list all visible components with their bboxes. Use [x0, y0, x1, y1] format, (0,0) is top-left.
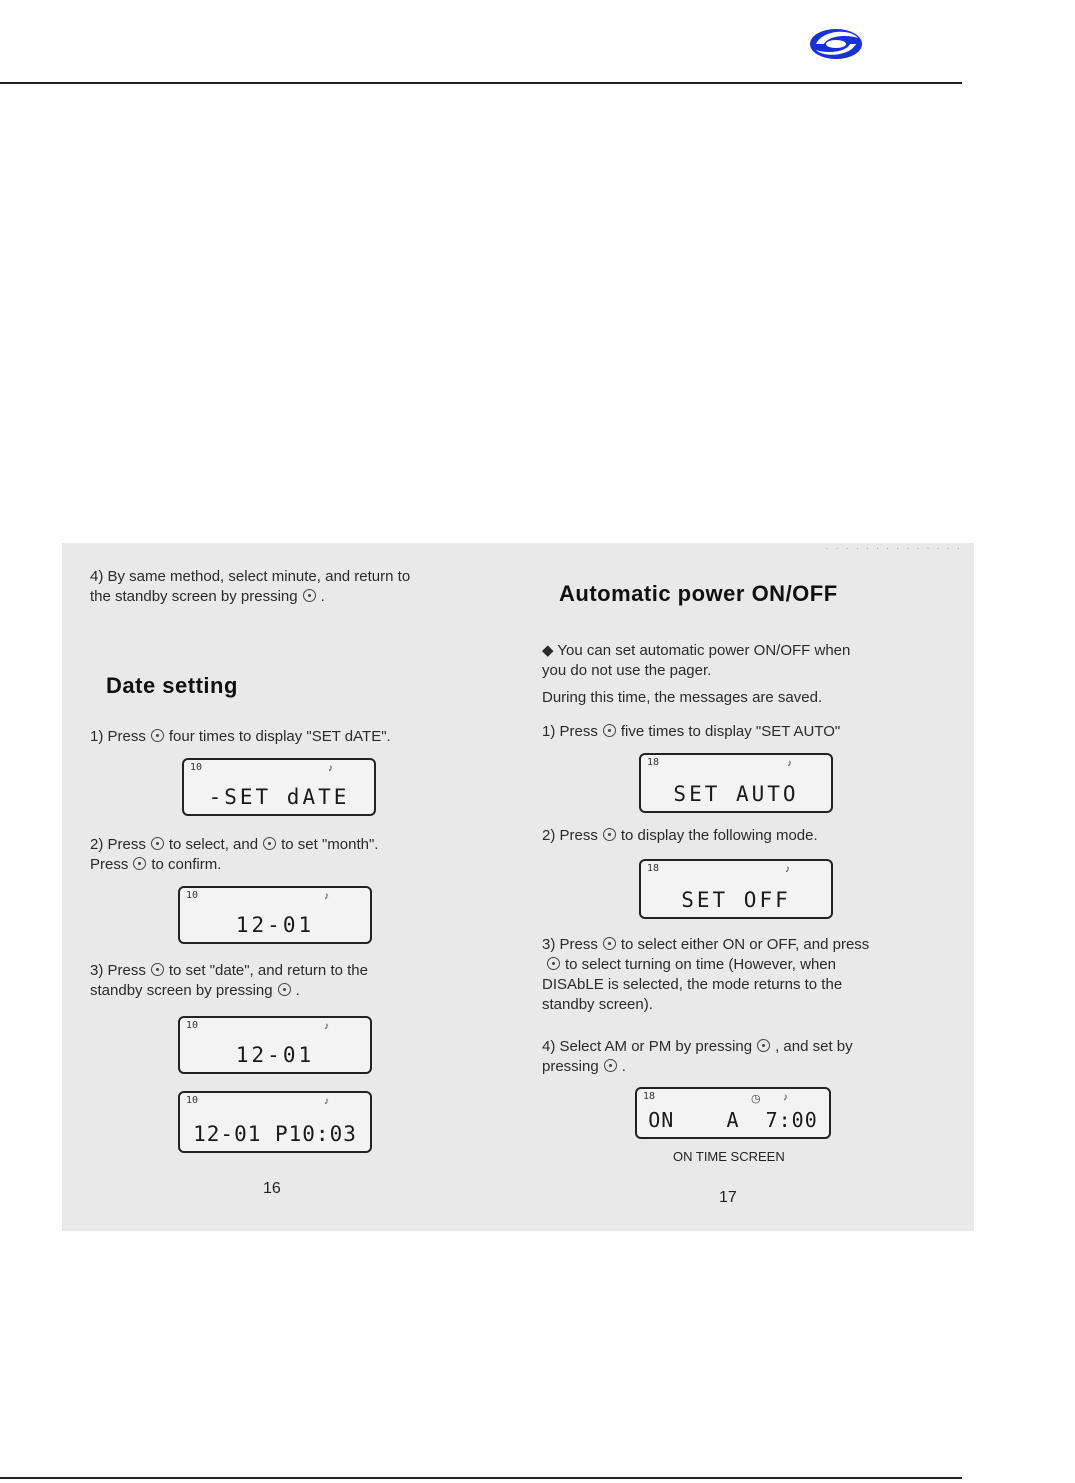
- mode-button-icon: [278, 983, 291, 996]
- lcd-set-auto: [639, 753, 833, 813]
- lcd-month: [178, 886, 372, 944]
- lcd-text: 12-01 P10:03: [193, 1122, 357, 1146]
- lcd-indicator: 10: [186, 1095, 199, 1106]
- lcd-indicator: 18: [647, 757, 660, 768]
- speaker-icon: ♪: [324, 1096, 329, 1107]
- right-step4-line2: pressing .: [542, 1058, 626, 1075]
- right-intro-line1: ◆ You can set automatic power ON/OFF when: [542, 642, 851, 659]
- footer-rule: [0, 1477, 962, 1479]
- right-step3-line2: to select turning on time (However, when: [542, 955, 836, 974]
- left-step2-line2: Press to confirm.: [90, 856, 222, 873]
- right-step1: 1) Press five times to display "SET AUTO": [542, 723, 841, 740]
- lcd-indicator: 18: [647, 863, 660, 874]
- right-step4-line1: 4) Select AM or PM by pressing , and set by: [542, 1038, 853, 1055]
- right-step2: 2) Press to display the following mode.: [542, 827, 818, 844]
- lcd-indicator: 18: [643, 1091, 656, 1102]
- mode-button-icon: [603, 937, 616, 950]
- right-step3-line4: standby screen).: [542, 996, 653, 1013]
- mode-button-icon: [151, 963, 164, 976]
- alarm-clock-icon: ◷: [751, 1093, 761, 1105]
- mode-button-icon: [757, 1039, 770, 1052]
- lcd-date: [178, 1016, 372, 1074]
- speaker-icon: ♪: [787, 758, 792, 769]
- lcd-indicator: 10: [186, 890, 199, 901]
- page-number-left: 16: [263, 1180, 281, 1197]
- mode-button-icon: [263, 837, 276, 850]
- speaker-icon: ♪: [328, 763, 333, 774]
- mode-button-icon: [603, 724, 616, 737]
- speaker-icon: ♪: [785, 864, 790, 875]
- select-button-icon: [151, 837, 164, 850]
- speaker-icon: ♪: [324, 1021, 329, 1032]
- scan-edge-dots: · · · · · · · · · · · · · ·: [825, 543, 962, 554]
- auto-power-heading: Automatic power ON/OFF: [559, 581, 838, 606]
- lcd-indicator: 10: [190, 762, 203, 773]
- speaker-icon: ♪: [324, 891, 329, 902]
- select-button-icon: [603, 828, 616, 841]
- left-step3-line2: standby screen by pressing .: [90, 982, 300, 999]
- lcd-text: 12-01: [235, 1043, 315, 1067]
- company-logo-icon: [806, 22, 866, 64]
- lcd-set-off: [639, 859, 833, 919]
- left-step4-line2: the standby screen by pressing .: [90, 588, 325, 605]
- select-button-icon: [133, 857, 146, 870]
- right-intro-line2: you do not use the pager.: [542, 662, 712, 679]
- right-step3-line1: 3) Press to select either ON or OFF, and press: [542, 936, 870, 953]
- lcd-text: ON A 7:00: [648, 1108, 818, 1132]
- lcd-text: SET AUTO: [673, 782, 799, 806]
- right-step3-line3: DISAbLE is selected, the mode returns to the: [542, 976, 843, 993]
- mode-button-icon: [151, 729, 164, 742]
- mode-button-icon: [303, 589, 316, 602]
- lcd-indicator: 10: [186, 1020, 199, 1031]
- header-rule: [0, 82, 962, 84]
- lcd-set-date: [182, 758, 376, 816]
- lcd-text: 12-01: [235, 913, 315, 937]
- scanned-manual-pages: [62, 543, 974, 1231]
- left-step2-line1: 2) Press to select, and to set "month".: [90, 836, 379, 853]
- date-setting-heading: Date setting: [106, 673, 238, 698]
- lcd-text: -SET dATE: [208, 785, 350, 809]
- select-button-icon: [547, 957, 560, 970]
- right-intro-line3: During this time, the messages are saved.: [542, 689, 823, 706]
- lcd-on-time: [635, 1087, 831, 1139]
- left-step1: 1) Press four times to display "SET dATE".: [90, 728, 391, 745]
- select-button-icon: [604, 1059, 617, 1072]
- lcd-standby: [178, 1091, 372, 1153]
- left-step3-line1: 3) Press to set "date", and return to the: [90, 962, 368, 979]
- speaker-icon: ♪: [783, 1092, 788, 1103]
- left-step4-line1: 4) By same method, select minute, and return to: [90, 568, 411, 585]
- page-number-right: 17: [719, 1189, 737, 1206]
- on-time-screen-caption: ON TIME SCREEN: [673, 1149, 785, 1164]
- lcd-text: SET OFF: [681, 888, 791, 912]
